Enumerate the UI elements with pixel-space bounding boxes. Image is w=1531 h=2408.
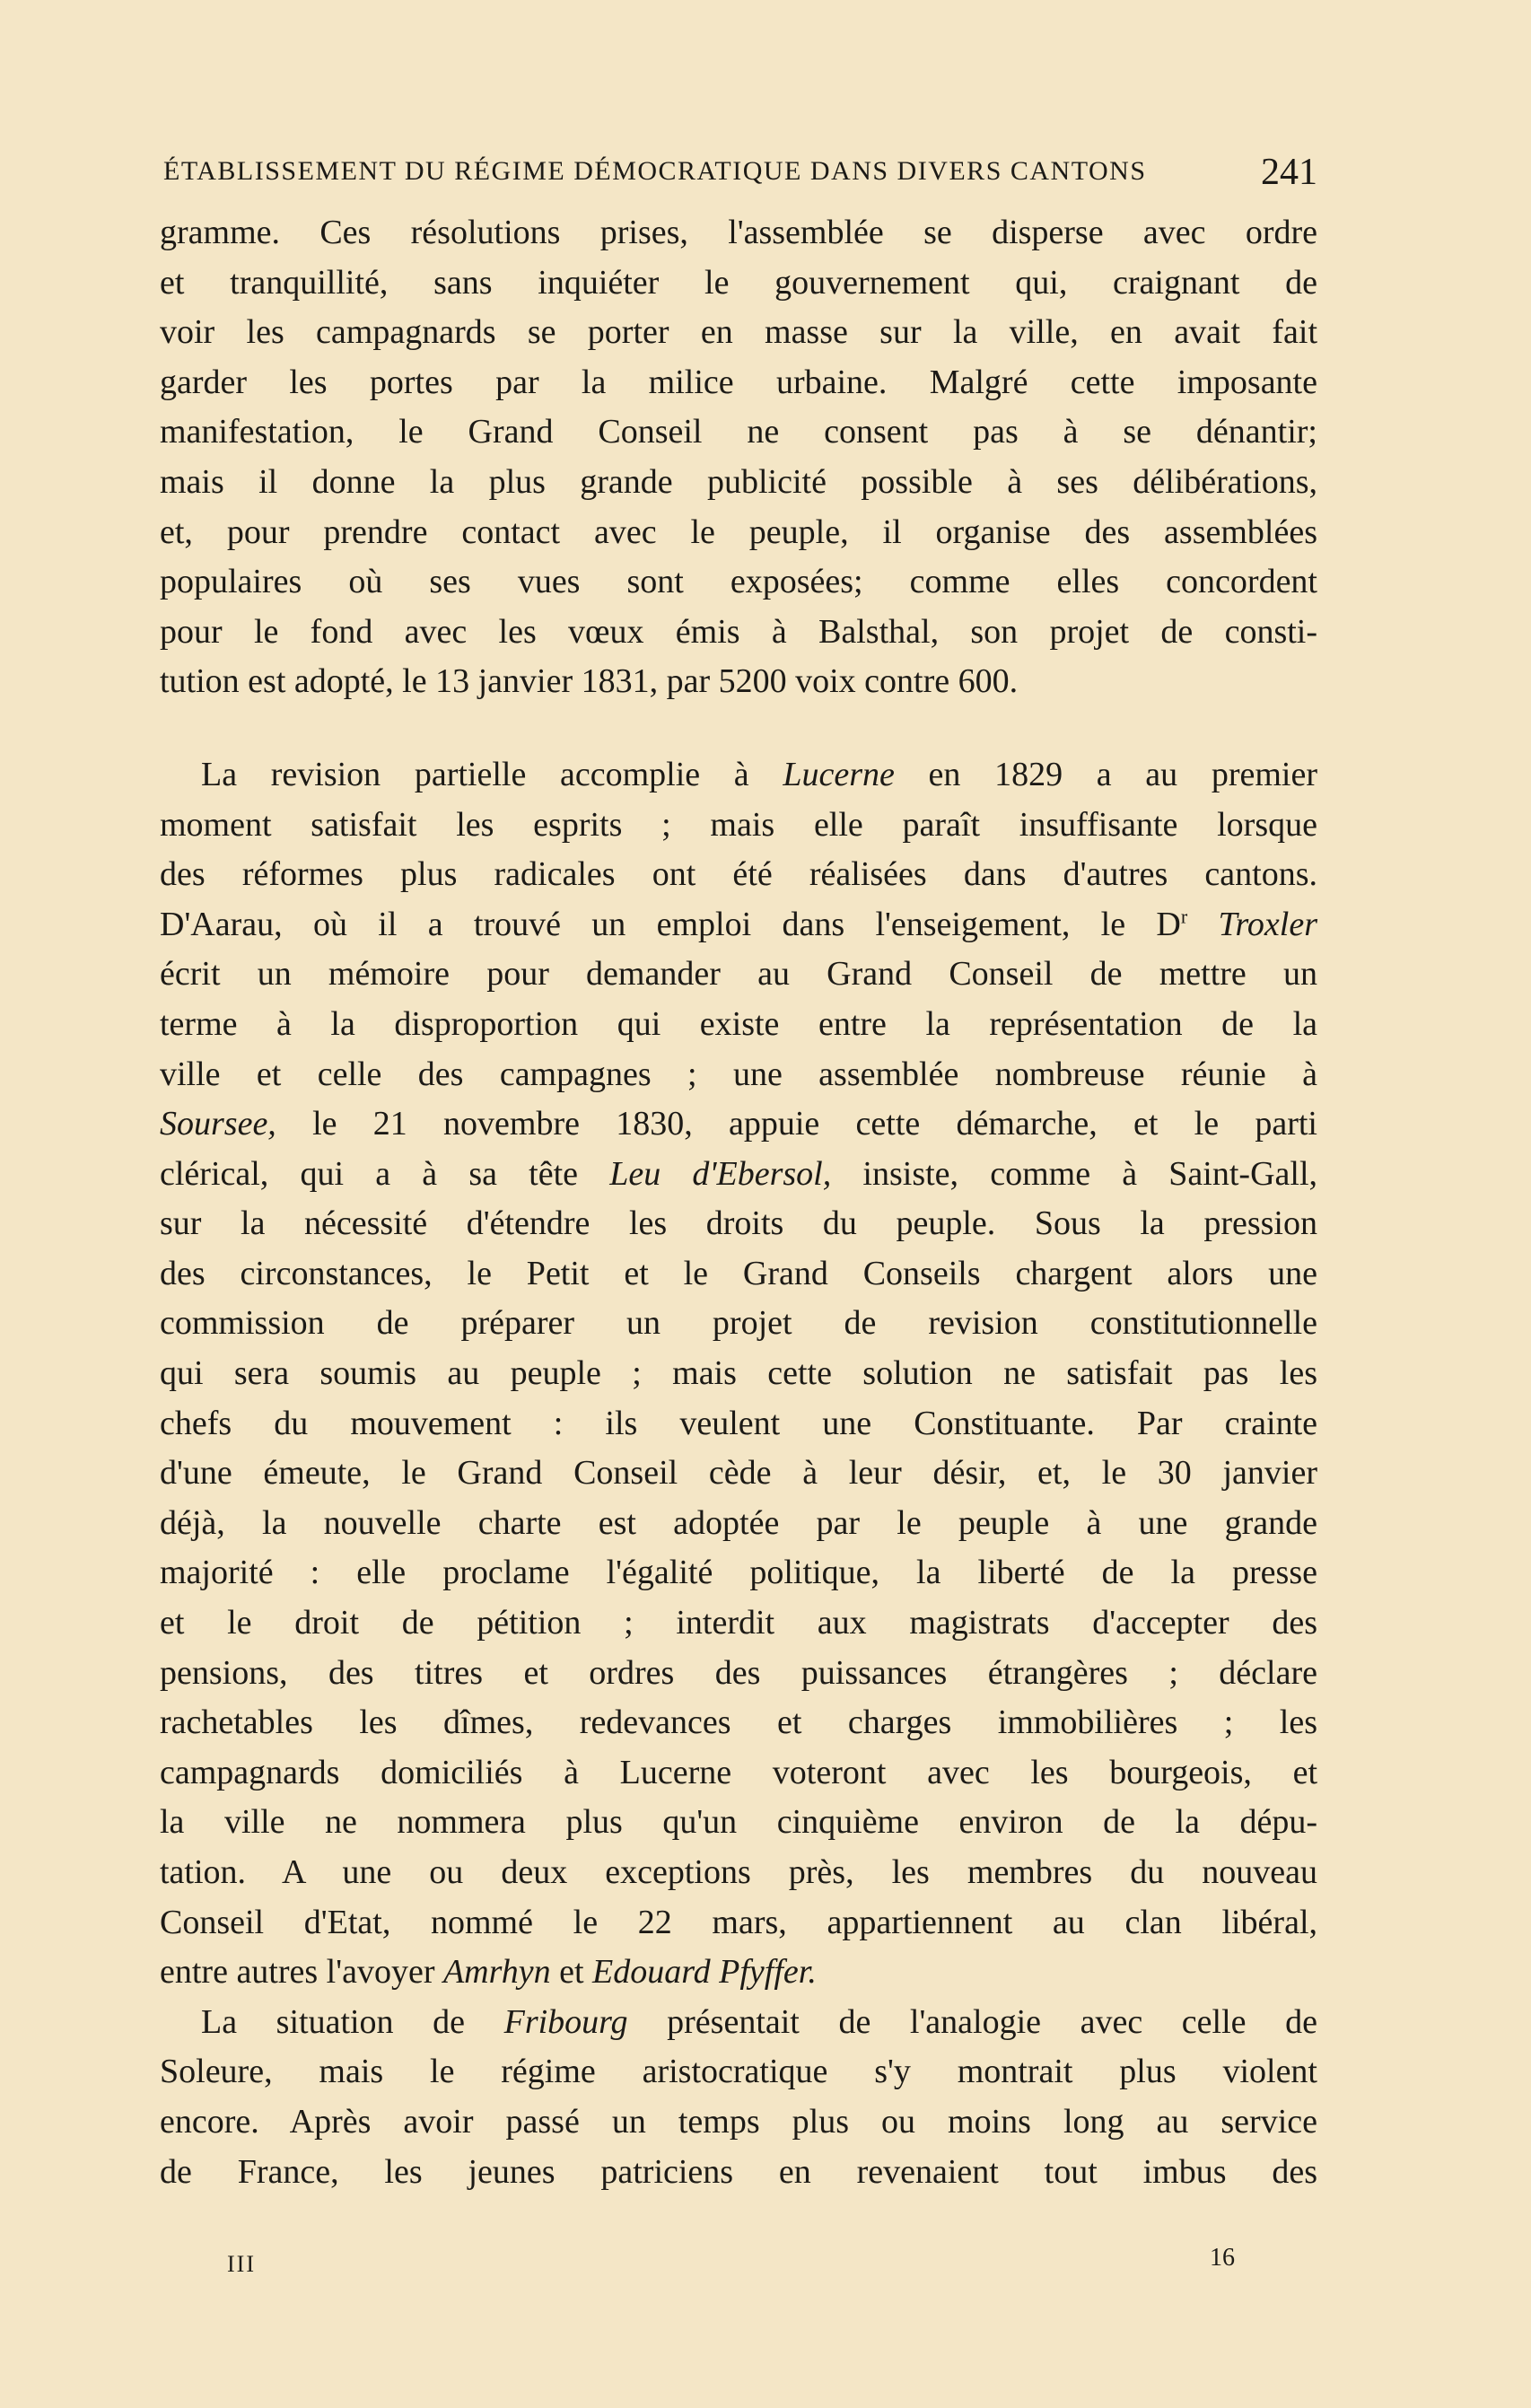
paragraph-gap (160, 707, 1317, 750)
text-line (160, 750, 1317, 801)
text-line: sur la nécessité d'étendre les droits du peuple. Sous la pression (160, 1204, 1317, 1243)
text-line: voir les campagnards se porter en masse sur la ville, en avait fait (160, 313, 1317, 352)
text-run: présentait de l'analogie avec celle de (627, 2002, 1317, 2041)
text-line: rachetables les dîmes, redevances et charges immobilières ; les (160, 1703, 1317, 1742)
text-line: manifestation, le Grand Conseil ne consent pas à se dénantir; (160, 413, 1317, 451)
text-line: chefs du mouvement : ils veulent une Constituante. Par crainte (160, 1404, 1317, 1442)
text-line: des réformes plus radicales ont été réalisées dans d'autres cantons. (160, 855, 1317, 894)
text-run: clérical, qui a à sa tête (160, 1154, 610, 1193)
text-line (160, 1099, 1317, 1150)
text-line: déjà, la nouvelle charte est adoptée par le peuple à une grande (160, 1503, 1317, 1542)
text-line (160, 1948, 1317, 1998)
text-line: ville et celle des campagnes ; une assemblée nombreuse réunie à (160, 1055, 1317, 1093)
person-name: Troxler (1218, 905, 1317, 943)
text-line: la ville ne nommera plus qu'un cinquième environ de la dépu- (160, 1803, 1317, 1842)
person-name: Amrhyn (442, 1953, 551, 1992)
text-run: entre autres l'avoyer (160, 1953, 443, 1992)
paragraph-2 (160, 750, 1317, 1998)
signature-mark: III (227, 2251, 256, 2277)
text-line: pour le fond avec les vœux émis à Balsthal, son projet de consti- (160, 612, 1317, 651)
text-line: mais il donne la plus grande publicité possible à ses délibérations, (160, 462, 1317, 501)
text-line: écrit un mémoire pour demander au Grand Conseil de mettre un (160, 955, 1317, 994)
running-head (160, 151, 1317, 196)
sheet-number: 16 (1210, 2244, 1235, 2272)
text-line: et, pour prendre contact avec le peuple, il organise des assemblées (160, 512, 1317, 551)
text-line: Soleure, mais le régime aristocratique s'y montrait plus violent (160, 2053, 1317, 2091)
text-line: de France, les jeunes patriciens en revenaient tout imbus des (160, 2152, 1317, 2191)
text-line (160, 1998, 1317, 2048)
text-line: majorité : elle proclame l'égalité politique, la liberté de la presse (160, 1554, 1317, 1592)
text-run: le 21 novembre 1830, appuie cette démarche, et le parti (276, 1105, 1317, 1143)
paragraph-1 (160, 208, 1317, 707)
text-run: en 1829 a au premier (894, 755, 1317, 793)
text-line: commission de préparer un projet de revision constitutionnelle (160, 1304, 1317, 1343)
place-name: Lucerne (783, 755, 895, 793)
text-line: et tranquillité, sans inquiéter le gouvernement qui, craignant de (160, 263, 1317, 302)
text-line: moment satisfait les esprits ; mais elle paraît insuffisante lorsque (160, 805, 1317, 844)
text-line: terme à la disproportion qui existe entre la représentation de la (160, 1004, 1317, 1043)
text-line: gramme. Ces résolutions prises, l'assemblée se disperse avec ordre (160, 214, 1317, 251)
text-line: encore. Après avoir passé un temps plus ou moins long au service (160, 2102, 1317, 2141)
person-name: Leu d'Ebersol, (609, 1154, 832, 1193)
text-line: tation. A une ou deux exceptions près, les membres du nouveau (160, 1853, 1317, 1891)
text-line: garder les portes par la milice urbaine. Malgré cette imposante (160, 363, 1317, 401)
text-line: Conseil d'Etat, nommé le 22 mars, appartiennent au clan libéral, (160, 1903, 1317, 1941)
text-line (160, 900, 1317, 950)
text-run: et (550, 1953, 593, 1992)
place-name: Soursee, (160, 1105, 276, 1143)
text-line: tution est adopté, le 13 janvier 1831, par 5200 voix contre 600. (160, 662, 1019, 701)
running-title: ÉTABLISSEMENT DU RÉGIME DÉMOCRATIQUE DANS DIVERS CANTONS (163, 156, 1147, 186)
text-run: La revision partielle accomplie à (201, 755, 783, 793)
text-run: D'Aarau, où il a trouvé un emploi dans l'enseigement, le D (160, 905, 1181, 943)
text-line: pensions, des titres et ordres des puissances étrangères ; déclare (160, 1653, 1317, 1692)
text-line: qui sera soumis au peuple ; mais cette solution ne satisfait pas les (160, 1354, 1317, 1393)
paragraph-3 (160, 1998, 1317, 2197)
superscript: r (1180, 905, 1188, 928)
text-line: campagnards domiciliés à Lucerne voteront avec les bourgeois, et (160, 1753, 1317, 1791)
text-line: populaires où ses vues sont exposées; comme elles concordent (160, 563, 1317, 601)
person-name: Edouard Pfyffer. (592, 1953, 817, 1992)
place-name: Fribourg (503, 2002, 628, 2041)
text-line: des circonstances, le Petit et le Grand Conseils chargent alors une (160, 1254, 1317, 1292)
body-text (160, 208, 1317, 2197)
text-line: et le droit de pétition ; interdit aux magistrats d'accepter des (160, 1604, 1317, 1642)
text-line (160, 1150, 1317, 1200)
text-run: La situation de (201, 2002, 504, 2041)
text-line: d'une émeute, le Grand Conseil cède à leur désir, et, le 30 janvier (160, 1454, 1317, 1493)
page-number: 241 (1261, 152, 1317, 193)
text-run: insiste, comme à Saint-Gall, (831, 1154, 1317, 1193)
